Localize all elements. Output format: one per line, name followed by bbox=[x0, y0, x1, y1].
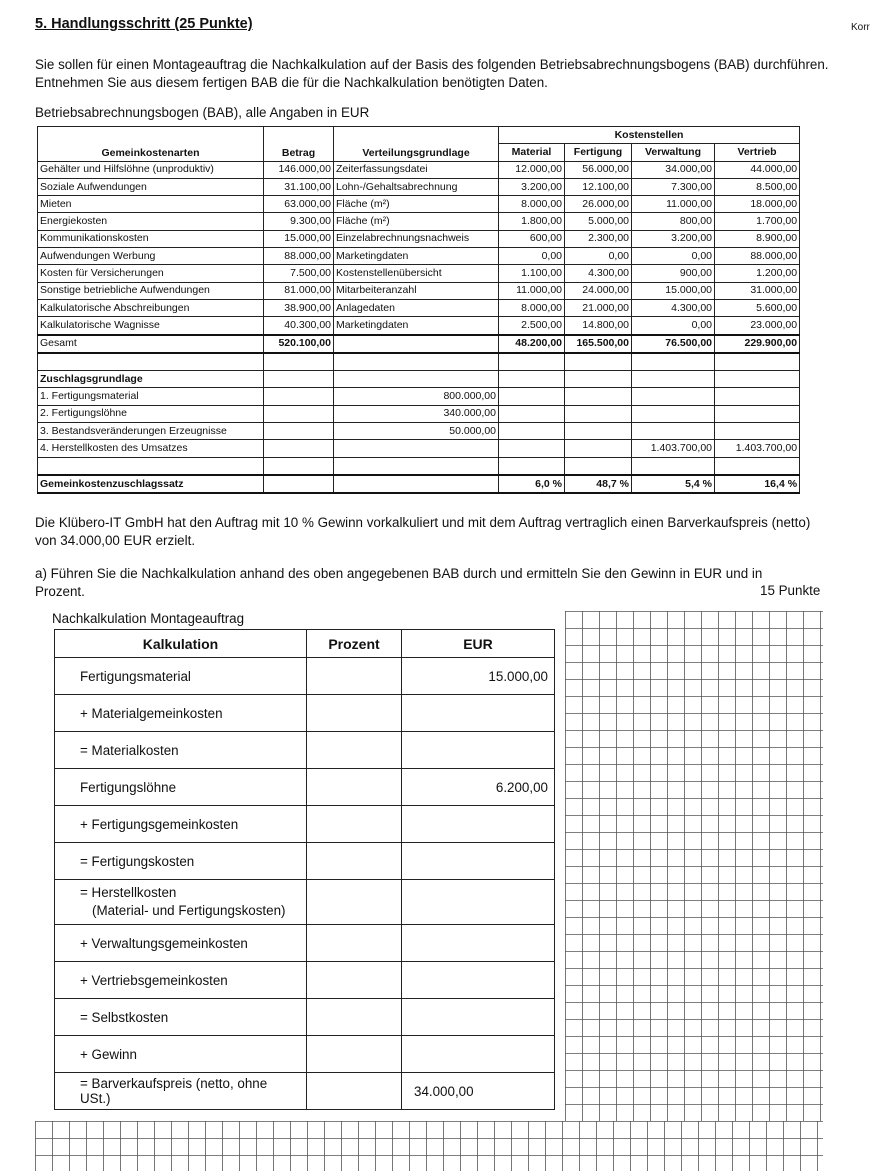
bab-cell-grundlage: Kostenstellenübersicht bbox=[334, 265, 499, 282]
note-text: Die Klübero-IT GmbH hat den Auftrag mit 10 % Gewinn vorkalkuliert und mit dem Auftrag vertraglich einen Barverkaufspreis (netto) von 34.000,00 EUR erzielt. bbox=[35, 515, 811, 548]
bab-cell-betrag: 31.100,00 bbox=[264, 178, 334, 195]
nk-row-label bbox=[55, 1036, 307, 1073]
nk-header-prozent: Prozent bbox=[307, 630, 402, 658]
nk-row-prozent[interactable] bbox=[307, 999, 402, 1036]
bab-header-betrag: Betrag bbox=[264, 127, 334, 162]
basis-verwaltung: 1.403.700,00 bbox=[632, 440, 715, 457]
bab-cell-vertrieb: 8.900,00 bbox=[715, 230, 800, 247]
nk-row-label bbox=[55, 806, 307, 843]
nk-row-label-text: = Barverkaufspreis (netto, ohne USt.) bbox=[80, 1076, 268, 1106]
total-label: Gesamt bbox=[38, 335, 264, 353]
nk-row-label-text: + Materialgemeinkosten bbox=[80, 705, 223, 721]
nk-row-eur[interactable] bbox=[402, 732, 555, 769]
bab-row bbox=[38, 265, 800, 282]
nk-row-prozent[interactable] bbox=[307, 843, 402, 880]
bab-cell-grundlage: Mitarbeiteranzahl bbox=[334, 282, 499, 299]
bab-cell-grundlage: Einzelabrechnungsnachweis bbox=[334, 230, 499, 247]
nk-row-eur[interactable] bbox=[402, 806, 555, 843]
bab-row bbox=[38, 230, 800, 247]
nk-row bbox=[55, 999, 555, 1036]
nk-row-prozent[interactable] bbox=[307, 732, 402, 769]
nk-row bbox=[55, 962, 555, 999]
rates-row bbox=[38, 475, 800, 493]
bab-cell-vertrieb: 23.000,00 bbox=[715, 317, 800, 335]
bab-cell-fertigung: 0,00 bbox=[565, 248, 632, 265]
nk-row-prozent[interactable] bbox=[307, 880, 402, 925]
bab-cell-grundlage: Fläche (m²) bbox=[334, 213, 499, 230]
bab-cell-verwaltung: 0,00 bbox=[632, 248, 715, 265]
nk-row bbox=[55, 732, 555, 769]
bab-cell-fertigung: 24.000,00 bbox=[565, 282, 632, 299]
bab-header-material: Material bbox=[499, 144, 565, 161]
bab-total-row bbox=[38, 335, 800, 353]
nk-row bbox=[55, 695, 555, 732]
bab-cell-grundlage: Anlagedaten bbox=[334, 299, 499, 316]
bab-cell-vertrieb: 1.200,00 bbox=[715, 265, 800, 282]
total-fertigung: 165.500,00 bbox=[565, 335, 632, 353]
bab-cell-fertigung: 4.300,00 bbox=[565, 265, 632, 282]
nk-row-eur[interactable] bbox=[402, 1036, 555, 1073]
bab-cell-vertrieb: 44.000,00 bbox=[715, 161, 800, 178]
bab-cell-betrag: 88.000,00 bbox=[264, 248, 334, 265]
nk-row-eur[interactable]: 15.000,00 bbox=[402, 658, 555, 695]
bab-header-fertigung: Fertigung bbox=[565, 144, 632, 161]
basis-value: 800.000,00 bbox=[334, 388, 499, 405]
bab-cell-material: 1.800,00 bbox=[499, 213, 565, 230]
bab-cell-betrag: 146.000,00 bbox=[264, 161, 334, 178]
bab-table bbox=[37, 126, 800, 494]
nk-row-prozent[interactable] bbox=[307, 962, 402, 999]
basis-row bbox=[38, 440, 800, 457]
spacer-row bbox=[38, 353, 800, 371]
bab-cell-material: 8.000,00 bbox=[499, 196, 565, 213]
basis-title: Zuschlagsgrundlage bbox=[38, 371, 264, 388]
bab-cell-verwaltung: 11.000,00 bbox=[632, 196, 715, 213]
bab-cell-art: Soziale Aufwendungen bbox=[38, 178, 264, 195]
answer-grid-bottom[interactable] bbox=[35, 1121, 823, 1171]
nk-row-prozent[interactable] bbox=[307, 806, 402, 843]
total-material: 48.200,00 bbox=[499, 335, 565, 353]
bab-cell-grundlage: Lohn-/Gehaltsabrechnung bbox=[334, 178, 499, 195]
basis-label: 1. Fertigungsmaterial bbox=[38, 388, 264, 405]
basis-value: 340.000,00 bbox=[334, 405, 499, 422]
bab-cell-vertrieb: 88.000,00 bbox=[715, 248, 800, 265]
bab-title: Betriebsabrechnungsbogen (BAB), alle Angaben in EUR bbox=[35, 105, 370, 120]
nk-row-label-text: Fertigungslöhne bbox=[80, 779, 177, 795]
bab-cell-material: 11.000,00 bbox=[499, 282, 565, 299]
nachkalkulation-table bbox=[54, 629, 555, 1110]
bab-cell-fertigung: 56.000,00 bbox=[565, 161, 632, 178]
bab-cell-fertigung: 26.000,00 bbox=[565, 196, 632, 213]
basis-label: 2. Fertigungslöhne bbox=[38, 405, 264, 422]
basis-label: 3. Bestandsveränderungen Erzeugnisse bbox=[38, 423, 264, 440]
bab-cell-verwaltung: 3.200,00 bbox=[632, 230, 715, 247]
nk-row bbox=[55, 925, 555, 962]
nk-row bbox=[55, 880, 555, 925]
corner-label: Korr bbox=[851, 22, 870, 33]
nk-row-label bbox=[55, 962, 307, 999]
nk-row-eur[interactable]: 34.000,00 bbox=[402, 1073, 555, 1110]
nk-row-label-text: Fertigungsmaterial bbox=[80, 668, 191, 684]
bab-cell-betrag: 9.300,00 bbox=[264, 213, 334, 230]
bab-cell-betrag: 63.000,00 bbox=[264, 196, 334, 213]
nk-row bbox=[55, 658, 555, 695]
bab-cell-vertrieb: 1.700,00 bbox=[715, 213, 800, 230]
answer-grid-right[interactable] bbox=[565, 611, 823, 1121]
bab-cell-art: Sonstige betriebliche Aufwendungen bbox=[38, 282, 264, 299]
total-betrag: 520.100,00 bbox=[264, 335, 334, 353]
bab-cell-art: Aufwendungen Werbung bbox=[38, 248, 264, 265]
bab-cell-fertigung: 21.000,00 bbox=[565, 299, 632, 316]
bab-cell-vertrieb: 18.000,00 bbox=[715, 196, 800, 213]
bab-row bbox=[38, 317, 800, 335]
bab-cell-fertigung: 12.100,00 bbox=[565, 178, 632, 195]
rate-verwaltung: 5,4 % bbox=[632, 475, 715, 493]
nk-row-label-text: = Herstellkosten bbox=[80, 885, 177, 900]
nk-header-kalkulation: Kalkulation bbox=[55, 630, 307, 658]
bab-cell-grundlage: Zeiterfassungsdatei bbox=[334, 161, 499, 178]
nk-row-prozent[interactable] bbox=[307, 925, 402, 962]
bab-cell-material: 2.500,00 bbox=[499, 317, 565, 335]
basis-vertrieb: 1.403.700,00 bbox=[715, 440, 800, 457]
basis-label: 4. Herstellkosten des Umsatzes bbox=[38, 440, 264, 457]
bab-cell-grundlage: Marketingdaten bbox=[334, 248, 499, 265]
total-vertrieb: 229.900,00 bbox=[715, 335, 800, 353]
nk-header-eur: EUR bbox=[402, 630, 555, 658]
nk-row bbox=[55, 769, 555, 806]
bab-header-art: Gemeinkostenarten bbox=[38, 127, 264, 162]
bab-header-verteilung: Verteilungsgrundlage bbox=[334, 127, 499, 162]
bab-cell-vertrieb: 31.000,00 bbox=[715, 282, 800, 299]
bab-cell-verwaltung: 0,00 bbox=[632, 317, 715, 335]
bab-cell-material: 0,00 bbox=[499, 248, 565, 265]
bab-cell-art: Kommunikationskosten bbox=[38, 230, 264, 247]
bab-cell-betrag: 38.900,00 bbox=[264, 299, 334, 316]
nk-row bbox=[55, 806, 555, 843]
bab-row bbox=[38, 299, 800, 316]
nk-title: Nachkalkulation Montageauftrag bbox=[52, 611, 245, 626]
nk-row-label-text: + Vertriebsgemeinkosten bbox=[80, 972, 228, 988]
bab-cell-verwaltung: 7.300,00 bbox=[632, 178, 715, 195]
nk-row bbox=[55, 843, 555, 880]
nk-row-label-text: = Materialkosten bbox=[80, 742, 179, 758]
task-points: 15 Punkte bbox=[760, 583, 821, 598]
nk-row-prozent[interactable] bbox=[307, 695, 402, 732]
page-heading: 5. Handlungsschritt (25 Punkte) bbox=[35, 16, 253, 32]
bab-row bbox=[38, 178, 800, 195]
bab-cell-material: 3.200,00 bbox=[499, 178, 565, 195]
bab-cell-art: Kalkulatorische Wagnisse bbox=[38, 317, 264, 335]
bab-header-verwaltung: Verwaltung bbox=[632, 144, 715, 161]
nk-row-label-text: = Fertigungskosten bbox=[80, 853, 195, 869]
bab-cell-betrag: 40.300,00 bbox=[264, 317, 334, 335]
nk-row-label bbox=[55, 695, 307, 732]
nk-row-prozent[interactable] bbox=[307, 658, 402, 695]
rate-fertigung: 48,7 % bbox=[565, 475, 632, 493]
bab-cell-verwaltung: 800,00 bbox=[632, 213, 715, 230]
bab-cell-betrag: 81.000,00 bbox=[264, 282, 334, 299]
bab-cell-grundlage: Marketingdaten bbox=[334, 317, 499, 335]
nk-row-eur[interactable] bbox=[402, 925, 555, 962]
bab-cell-art: Mieten bbox=[38, 196, 264, 213]
basis-row bbox=[38, 388, 800, 405]
nk-row bbox=[55, 1073, 555, 1110]
nk-row-eur[interactable] bbox=[402, 962, 555, 999]
basis-row bbox=[38, 405, 800, 422]
rate-vertrieb: 16,4 % bbox=[715, 475, 800, 493]
bab-row bbox=[38, 248, 800, 265]
bab-cell-verwaltung: 900,00 bbox=[632, 265, 715, 282]
rates-label: Gemeinkostenzuschlagssatz bbox=[38, 475, 264, 493]
nk-row-prozent[interactable] bbox=[307, 1073, 402, 1110]
bab-cell-vertrieb: 5.600,00 bbox=[715, 299, 800, 316]
bab-cell-vertrieb: 8.500,00 bbox=[715, 178, 800, 195]
total-verwaltung: 76.500,00 bbox=[632, 335, 715, 353]
rate-material: 6,0 % bbox=[499, 475, 565, 493]
nk-row-label bbox=[55, 769, 307, 806]
bab-cell-material: 1.100,00 bbox=[499, 265, 565, 282]
nk-row-label bbox=[55, 1073, 307, 1110]
nk-row-prozent[interactable] bbox=[307, 1036, 402, 1073]
nk-row-label bbox=[55, 880, 307, 925]
nk-row-eur[interactable]: 6.200,00 bbox=[402, 769, 555, 806]
nk-row-label-text: + Gewinn bbox=[80, 1046, 137, 1062]
nk-row-label bbox=[55, 658, 307, 695]
nk-row-eur[interactable] bbox=[402, 999, 555, 1036]
bab-row bbox=[38, 196, 800, 213]
nk-row-label bbox=[55, 732, 307, 769]
bab-cell-art: Kalkulatorische Abschreibungen bbox=[38, 299, 264, 316]
nk-row-label-text: = Selbstkosten bbox=[80, 1009, 169, 1025]
nk-row-label bbox=[55, 843, 307, 880]
bab-cell-betrag: 7.500,00 bbox=[264, 265, 334, 282]
bab-cell-material: 600,00 bbox=[499, 230, 565, 247]
bab-row bbox=[38, 213, 800, 230]
bab-cell-fertigung: 14.800,00 bbox=[565, 317, 632, 335]
nk-row bbox=[55, 1036, 555, 1073]
basis-title-row bbox=[38, 371, 800, 388]
bab-cell-verwaltung: 15.000,00 bbox=[632, 282, 715, 299]
bab-cell-verwaltung: 34.000,00 bbox=[632, 161, 715, 178]
bab-cell-art: Energiekosten bbox=[38, 213, 264, 230]
total-empty bbox=[334, 335, 499, 353]
nk-row-label bbox=[55, 925, 307, 962]
bab-cell-grundlage: Fläche (m²) bbox=[334, 196, 499, 213]
nk-row-label bbox=[55, 999, 307, 1036]
nk-row-label-text: + Fertigungsgemeinkosten bbox=[80, 816, 239, 832]
nk-row-eur[interactable] bbox=[402, 843, 555, 880]
intro-text: Sie sollen für einen Montageauftrag die Nachkalkulation auf der Basis des folgenden Betriebsabrechnungsbogens (BAB) durchführen. Entnehmen Sie aus diesem fertigen BAB die für die Nachkalkulation benötigten Daten. bbox=[35, 57, 829, 90]
bab-cell-art: Gehälter und Hilfslöhne (unproduktiv) bbox=[38, 161, 264, 178]
bab-row bbox=[38, 282, 800, 299]
bab-cell-art: Kosten für Versicherungen bbox=[38, 265, 264, 282]
nk-row-prozent[interactable] bbox=[307, 769, 402, 806]
bab-cell-material: 12.000,00 bbox=[499, 161, 565, 178]
basis-value: 50.000,00 bbox=[334, 423, 499, 440]
spacer-row bbox=[38, 457, 800, 475]
bab-cell-material: 8.000,00 bbox=[499, 299, 565, 316]
bab-cell-fertigung: 5.000,00 bbox=[565, 213, 632, 230]
bab-cell-betrag: 15.000,00 bbox=[264, 230, 334, 247]
nk-row-label-sub: (Material- und Fertigungskosten) bbox=[92, 903, 286, 918]
bab-cell-verwaltung: 4.300,00 bbox=[632, 299, 715, 316]
bab-cell-fertigung: 2.300,00 bbox=[565, 230, 632, 247]
bab-header-kostenstellen: Kostenstellen bbox=[499, 127, 800, 144]
nk-row-eur[interactable] bbox=[402, 880, 555, 925]
nk-row-eur[interactable] bbox=[402, 695, 555, 732]
bab-row bbox=[38, 161, 800, 178]
task-a-text: a) Führen Sie die Nachkalkulation anhand des oben angegebenen BAB durch und ermitteln Sie den Gewinn in EUR und in Prozent. bbox=[35, 566, 763, 599]
bab-header-vertrieb: Vertrieb bbox=[715, 144, 800, 161]
nk-row-label-text: + Verwaltungsgemeinkosten bbox=[80, 935, 248, 951]
basis-row bbox=[38, 423, 800, 440]
